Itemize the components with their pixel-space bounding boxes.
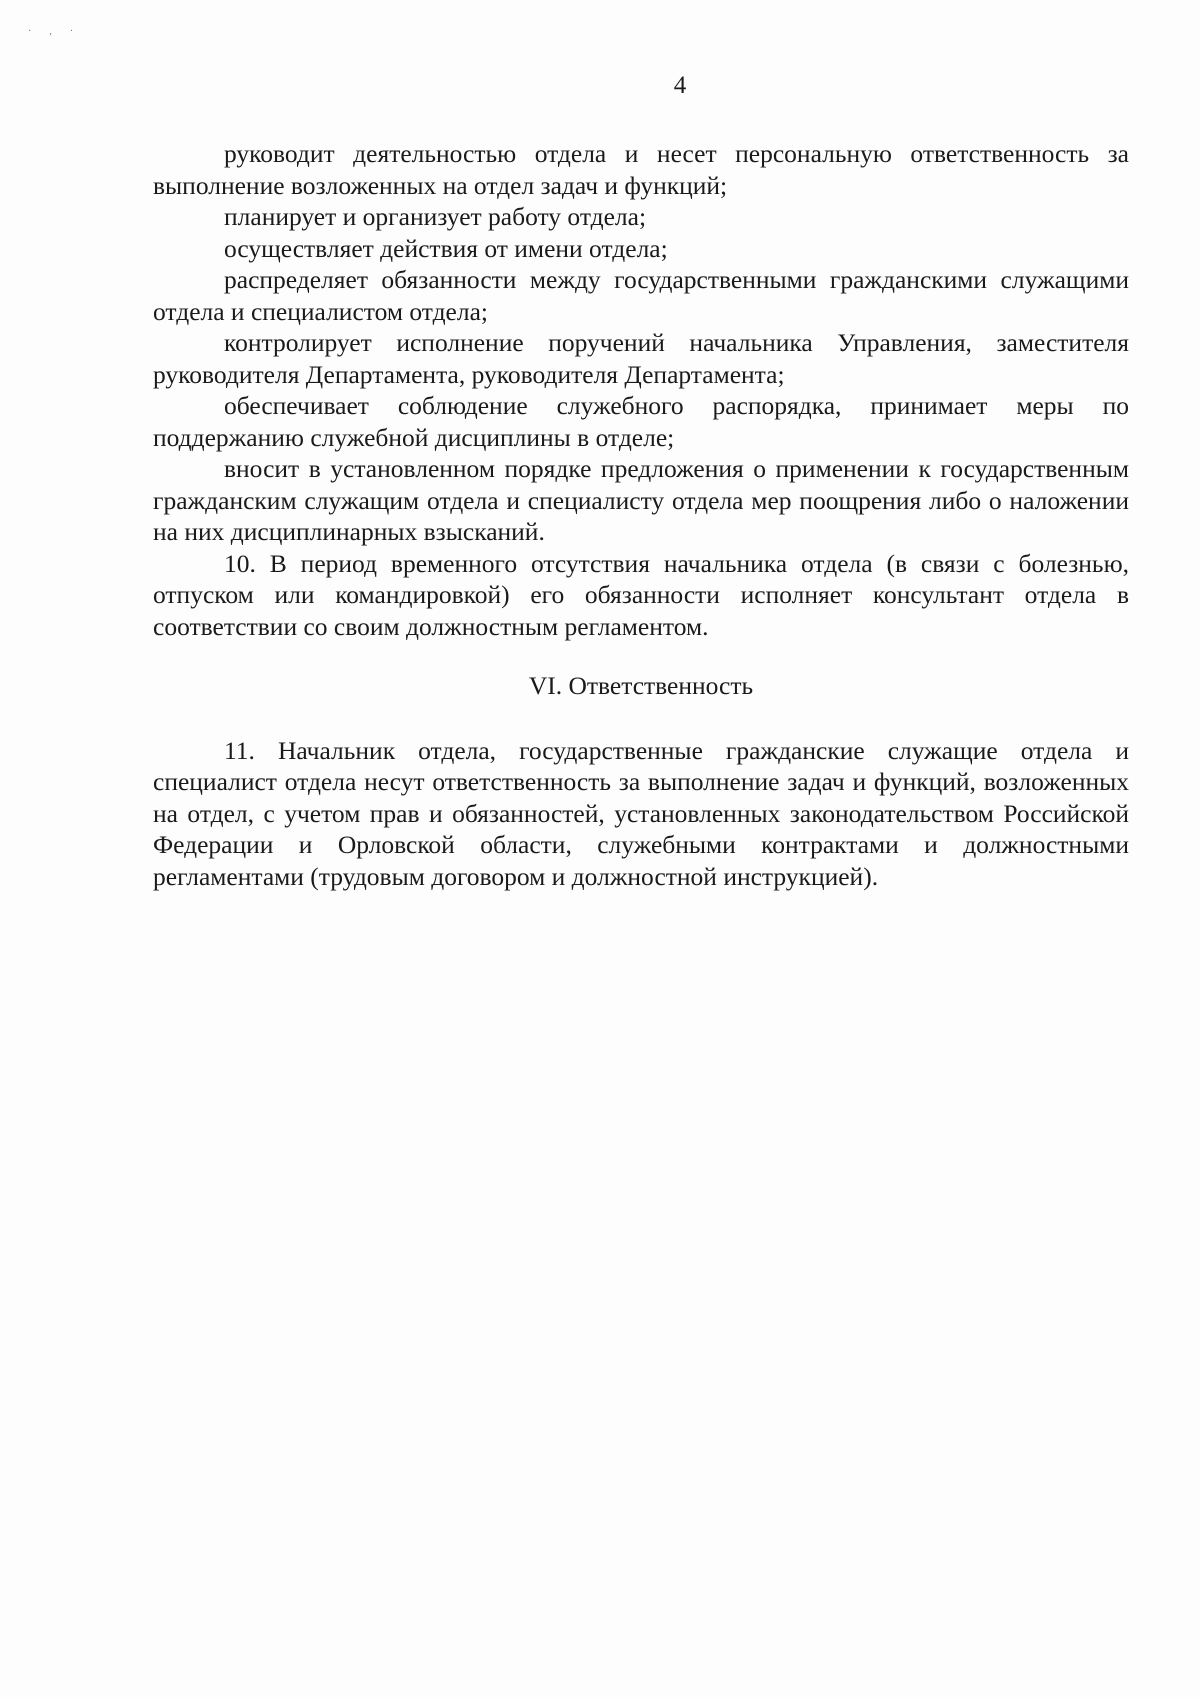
section-heading: VI. Ответственность [528,671,754,700]
paragraph-1: руководит деятельностью отдела и несет персональную ответственность за выполнение возложенных на отдел задач и функций; [153,139,1129,200]
paragraph-7: вносит в установленном порядке предложения о применении к государственным гражданским служащим отдела и специалисту отдела мер поощрения либо о наложении на них дисциплинарных взысканий. [153,454,1129,546]
scan-specks: ·,· [28,26,92,37]
document-body [153,138,1129,892]
paragraph-8: 10. В период временного отсутствия начальника отдела (в связи с болезнью, отпуском или командировкой) его обязанности исполняет консультант отдела в соответствии со своим должностным регламентом. [153,548,1129,641]
page-number: 4 [673,72,687,99]
paragraph-3: осуществляет действия от имени отдела; [224,233,668,263]
paragraph-6: обеспечивает соблюдение служебного распорядка, принимает меры по поддержанию служебной дисциплины в отделе; [153,391,1129,452]
paragraph-5: контролирует исполнение поручений начальника Управления, заместителя руководителя Департамента, руководителя Департамента; [153,328,1129,389]
paragraph-9: 11. Начальник отдела, государственные гражданские служащие отдела и специалист отдела несут ответственность за выполнение задач и функций, возложенных на отдел, с учетом прав и обязанностей, установленных законодательством Российской Федерации и Орловской области, служебными контрактами и должностными регламентами (трудовым договором и должностной инструкцией). [153,735,1129,891]
paragraph-2: планирует и организует работу отдела; [224,202,647,231]
paragraph-4: распределяет обязанности между государственными гражданскими служащими отдела и специалистом отдела; [153,265,1129,326]
